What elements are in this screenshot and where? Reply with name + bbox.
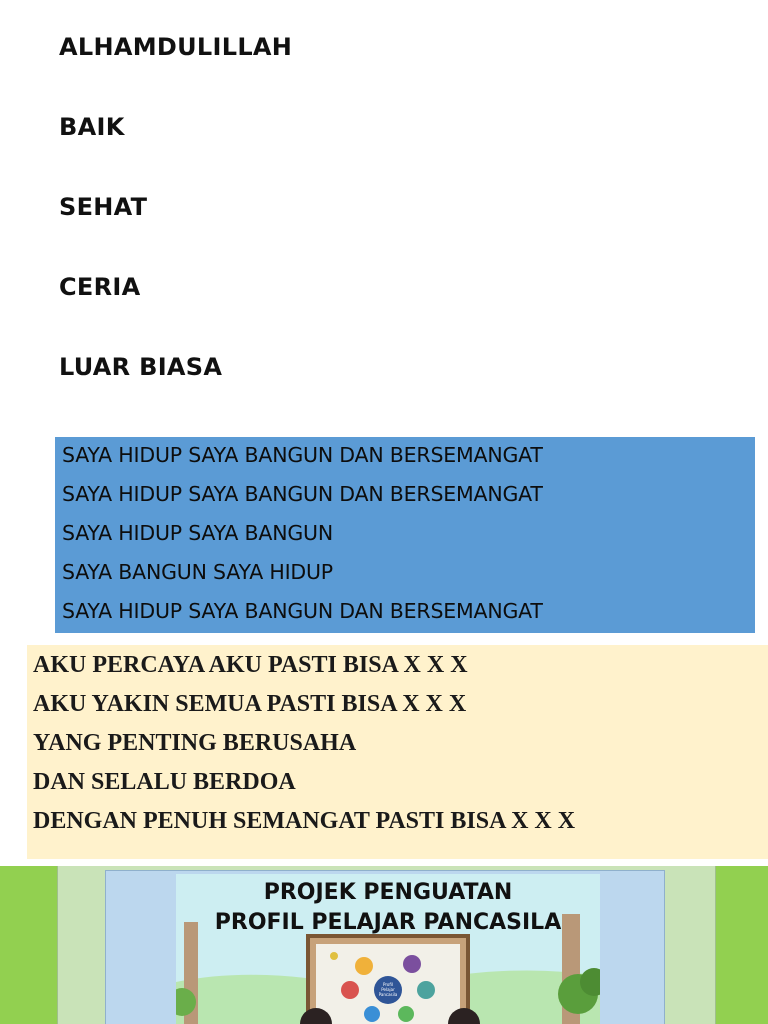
yel-line: AKU YAKIN SEMUA PASTI BISA X X X: [33, 691, 467, 717]
yel-line: YANG PENTING BERUSAHA: [33, 730, 357, 756]
banner-stripe-left-light: [57, 866, 106, 1024]
chant-line: SAYA HIDUP SAYA BANGUN: [62, 521, 333, 545]
poster-title-line-2: PROFIL PELAJAR PANCASILA: [214, 910, 562, 935]
diagram-center-label-3: Pancasila: [378, 992, 398, 997]
diagram-node: [398, 1006, 414, 1022]
diagram-node: [403, 955, 421, 973]
yel-line: DENGAN PENUH SEMANGAT PASTI BISA X X X: [33, 808, 576, 834]
chant-box-blue: [55, 437, 755, 633]
diagram-center-label-1: Profil: [383, 982, 393, 987]
motto-word: ALHAMDULILLAH: [59, 33, 293, 61]
motto-word: SEHAT: [59, 193, 148, 221]
banner-stripe-right: [716, 866, 768, 1024]
banner-stripe-right-light: [663, 866, 716, 1024]
poster-title-line-1: PROJEK PENGUATAN: [263, 880, 513, 905]
diagram-node: [355, 957, 373, 975]
motto-word: LUAR BIASA: [59, 353, 223, 381]
chant-line: SAYA HIDUP SAYA BANGUN DAN BERSEMANGAT: [62, 443, 543, 467]
motto-word: CERIA: [59, 273, 141, 301]
chant-line: SAYA BANGUN SAYA HIDUP: [62, 560, 333, 584]
yel-line: DAN SELALU BERDOA: [33, 769, 296, 795]
diagram-node: [364, 1006, 380, 1022]
diagram-node: [341, 981, 359, 999]
garuda-emblem: [330, 952, 338, 960]
banner-stripe-left: [0, 866, 57, 1024]
poster-illustration: [176, 874, 600, 1024]
yel-box-cream: [27, 645, 768, 859]
motto-word: BAIK: [59, 113, 125, 141]
yel-line: AKU PERCAYA AKU PASTI BISA X X X: [33, 652, 468, 678]
diagram-center-label-2: Pelajar: [381, 987, 395, 992]
chant-line: SAYA HIDUP SAYA BANGUN DAN BERSEMANGAT: [62, 599, 543, 623]
p5-banner: [0, 866, 768, 1024]
chant-line: SAYA HIDUP SAYA BANGUN DAN BERSEMANGAT: [62, 482, 543, 506]
diagram-node: [417, 981, 435, 999]
